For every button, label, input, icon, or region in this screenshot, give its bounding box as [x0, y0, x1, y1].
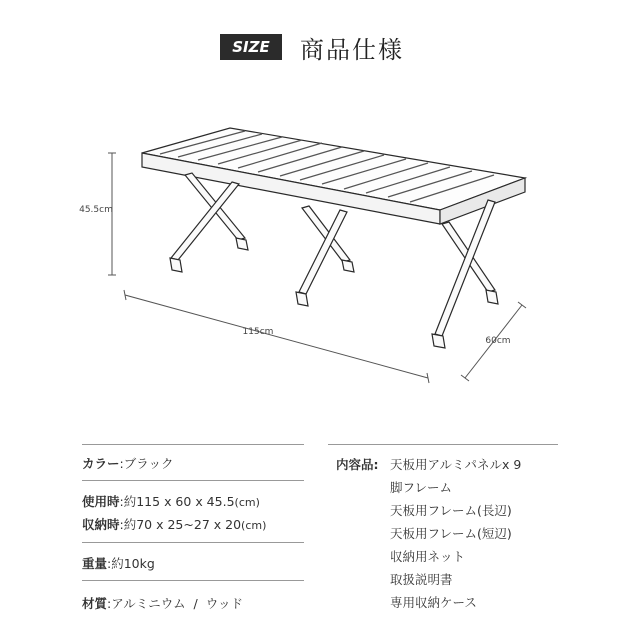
spec-use-size-key: 使用時: [82, 494, 120, 509]
separator: :: [373, 457, 379, 472]
list-item: 天板用フレーム(長辺): [390, 503, 512, 518]
divider: [82, 542, 304, 543]
spec-color-key: カラー: [82, 456, 120, 471]
spec-section: [0, 440, 640, 640]
spec-stored-size-value: 約70 x 25~27 x 20: [123, 517, 242, 532]
header: [0, 30, 640, 66]
list-item: 脚フレーム: [390, 480, 453, 495]
spec-stored-size-key: 収納時: [82, 517, 120, 532]
spec-use-size-unit: (cm): [234, 496, 260, 509]
separator: :: [119, 456, 124, 471]
length-label: 115cm: [242, 327, 274, 337]
depth-label: 60cm: [485, 336, 511, 346]
separator: :: [107, 596, 112, 611]
page-title: 商品仕様: [300, 36, 404, 64]
spec-material-key: 材質: [82, 596, 108, 611]
spec-weight-value: 約10kg: [111, 556, 155, 571]
divider: [82, 444, 304, 445]
contents-key: [336, 453, 379, 476]
list-item: 取扱説明書: [390, 572, 453, 587]
table-top: [142, 128, 525, 224]
spec-color: [82, 454, 304, 472]
list-item: 天板用アルミパネルx 9: [390, 457, 522, 472]
contents-list: [390, 453, 521, 614]
spec-material: [82, 594, 304, 612]
height-label: 45.5cm: [79, 205, 113, 215]
divider: [328, 444, 558, 445]
list-item: 天板用フレーム(短辺): [390, 526, 512, 541]
spec-weight-key: 重量: [82, 556, 108, 571]
spec-weight: [82, 554, 304, 572]
size-badge: SIZE: [220, 34, 282, 60]
list-item: 専用収納ケース: [390, 595, 477, 610]
spec-color-value: ブラック: [123, 456, 174, 471]
separator: :: [107, 556, 112, 571]
divider: [82, 580, 304, 581]
list-item: 収納用ネット: [390, 549, 466, 564]
spec-stored-size-unit: (cm): [241, 519, 267, 532]
length-dimension: [124, 290, 429, 383]
separator: :: [119, 494, 124, 509]
separator: :: [119, 517, 124, 532]
table-illustration: [0, 120, 640, 410]
spec-use-size-value: 約115 x 60 x 45.5: [123, 494, 235, 509]
spec-use-size: [82, 492, 304, 510]
divider: [82, 480, 304, 481]
contents-key-label: 内容品: [336, 457, 374, 472]
spec-stored-size: [82, 515, 304, 533]
spec-material-value: アルミニウム / ウッド: [111, 596, 243, 611]
